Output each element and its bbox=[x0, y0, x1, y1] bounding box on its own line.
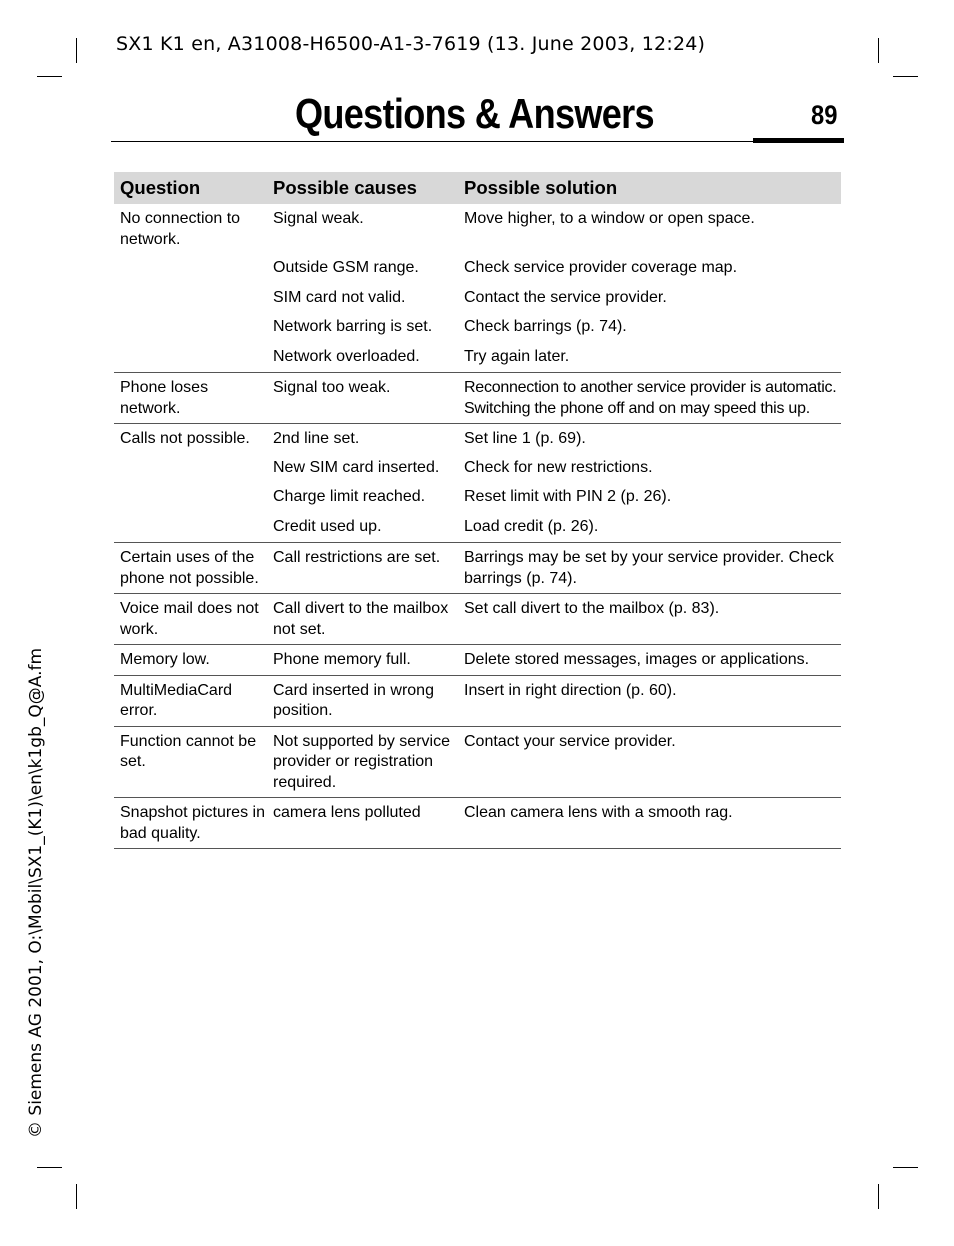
document-header: SX1 K1 en, A31008-H6500-A1-3-7619 (13. June 2003, 12:24) bbox=[116, 33, 706, 55]
solution-cell: Contact your service provider. bbox=[458, 726, 841, 798]
question-cell: Calls not possible. bbox=[120, 430, 250, 447]
table-row bbox=[114, 424, 841, 454]
table-row bbox=[114, 513, 841, 543]
solution-cell: Reset limit with PIN 2 (p. 26). bbox=[464, 488, 672, 505]
title-rule-accent bbox=[753, 138, 844, 143]
crop-mark bbox=[893, 1167, 918, 1168]
table-row bbox=[114, 726, 841, 798]
crop-mark bbox=[76, 1184, 77, 1209]
cause-cell: SIM card not valid. bbox=[273, 288, 406, 306]
cause-cell: Outside GSM range. bbox=[273, 259, 419, 276]
title-rule bbox=[111, 141, 754, 142]
cause-cell: camera lens polluted bbox=[267, 798, 458, 849]
question-cell bbox=[114, 254, 267, 284]
solution-cell: Load credit (p. 26). bbox=[458, 513, 841, 543]
cause-cell: New SIM card inserted. bbox=[273, 458, 440, 476]
table-row bbox=[114, 373, 841, 424]
table-row bbox=[114, 675, 841, 726]
question-cell: Voice mail does not work. bbox=[114, 594, 267, 645]
column-header-solution: Possible solution bbox=[458, 172, 841, 204]
question-cell bbox=[114, 284, 267, 314]
table-row bbox=[114, 343, 841, 373]
solution-cell: Insert in right direction (p. 60). bbox=[458, 675, 841, 726]
cause-cell: Call divert to the mailbox not set. bbox=[267, 594, 458, 645]
table-row bbox=[114, 284, 841, 314]
crop-mark bbox=[37, 76, 62, 77]
solution-cell: Delete stored messages, images or applications. bbox=[458, 645, 841, 676]
crop-mark bbox=[878, 38, 879, 63]
cause-cell: Card inserted in wrong position. bbox=[267, 675, 458, 726]
page-title: Questions & Answers bbox=[295, 90, 654, 137]
cause-cell: Call restrictions are set. bbox=[267, 543, 458, 594]
crop-mark bbox=[76, 38, 77, 63]
solution-cell: Check for new restrictions. bbox=[464, 458, 653, 476]
table-row bbox=[114, 254, 841, 284]
table-row bbox=[114, 204, 841, 254]
solution-cell: Check barrings (p. 74). bbox=[464, 318, 627, 335]
table-row bbox=[114, 798, 841, 849]
table-row bbox=[114, 483, 841, 513]
question-cell bbox=[114, 454, 267, 484]
solution-cell: Set call divert to the mailbox (p. 83). bbox=[458, 594, 841, 645]
cause-cell: Not supported by service provider or registration required. bbox=[267, 726, 458, 798]
table-row bbox=[114, 645, 841, 676]
solution-cell: Clean camera lens with a smooth rag. bbox=[458, 798, 841, 849]
table-header-row bbox=[114, 172, 841, 204]
question-cell: Phone loses network. bbox=[114, 373, 267, 424]
cause-cell: Phone memory full. bbox=[267, 645, 458, 676]
solution-cell: Contact the service provider. bbox=[464, 288, 667, 306]
table-row bbox=[114, 543, 841, 594]
solution-cell: Set line 1 (p. 69). bbox=[464, 430, 586, 447]
question-cell: Certain uses of the phone not possible. bbox=[114, 543, 267, 594]
question-cell bbox=[114, 343, 267, 373]
crop-mark bbox=[37, 1167, 62, 1168]
cause-cell: Charge limit reached. bbox=[273, 488, 426, 505]
crop-mark bbox=[893, 76, 918, 77]
cause-cell: 2nd line set. bbox=[273, 430, 360, 447]
qa-table bbox=[114, 172, 841, 849]
solution-cell: Barrings may be set by your service provider. Check barrings (p. 74). bbox=[458, 543, 841, 594]
question-cell: MultiMediaCard error. bbox=[114, 675, 267, 726]
copyright-file-path: © Siemens AG 2001, O:\Mobil\SX1_(K1)\en\k1gb_Q@A.fm bbox=[26, 647, 46, 1138]
table-row bbox=[114, 313, 841, 343]
crop-mark bbox=[878, 1184, 879, 1209]
question-cell bbox=[114, 513, 267, 543]
cause-cell: Credit used up. bbox=[267, 513, 458, 543]
solution-cell: Check service provider coverage map. bbox=[464, 259, 738, 276]
cause-cell: Signal too weak. bbox=[267, 373, 458, 424]
question-cell bbox=[114, 483, 267, 513]
table-row bbox=[114, 594, 841, 645]
cause-cell: Network overloaded. bbox=[267, 343, 458, 373]
solution-cell: Move higher, to a window or open space. bbox=[464, 210, 755, 227]
column-header-causes: Possible causes bbox=[267, 172, 458, 204]
question-cell bbox=[114, 313, 267, 343]
cause-cell: Signal weak. bbox=[273, 210, 364, 227]
solution-cell: Try again later. bbox=[458, 343, 841, 373]
cause-cell: Network barring is set. bbox=[273, 318, 433, 335]
question-cell: Function cannot be set. bbox=[114, 726, 267, 798]
question-cell: Memory low. bbox=[114, 645, 267, 676]
column-header-question: Question bbox=[114, 172, 267, 204]
question-cell: Snapshot pictures in bad quality. bbox=[114, 798, 267, 849]
solution-cell: Reconnection to another service provider is automatic. Switching the phone off and on may speed this up. bbox=[458, 373, 841, 424]
table-row bbox=[114, 454, 841, 484]
question-cell: No connection to network. bbox=[120, 210, 241, 248]
page-number: 89 bbox=[811, 100, 838, 130]
